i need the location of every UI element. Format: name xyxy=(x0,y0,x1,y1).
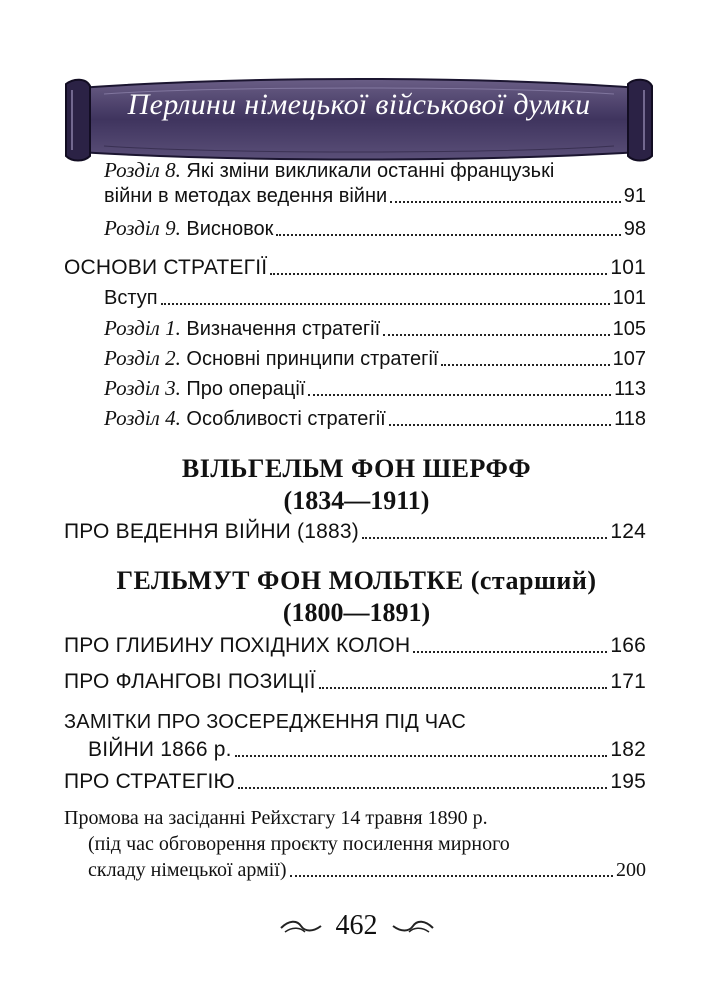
chapter-prefix: Розділ 1. xyxy=(104,316,181,340)
entry-text: Основні принципи стратегії xyxy=(180,348,439,370)
page-number: 195 xyxy=(610,770,646,793)
page-number: 200 xyxy=(616,859,646,881)
author-years-moltke: (1800—1891) xyxy=(282,598,431,627)
leader-dots xyxy=(390,201,621,203)
chapter-prefix: Розділ 9. xyxy=(104,216,181,240)
leader-dots xyxy=(235,755,608,757)
page-number: 462 xyxy=(335,910,378,941)
entry-text: Вступ xyxy=(104,287,158,309)
page-number: 113 xyxy=(614,378,646,400)
toc-entry-speech[interactable] xyxy=(88,858,646,882)
page-number: 171 xyxy=(610,670,646,693)
entry-text: ПРО ВЕДЕННЯ ВІЙНИ (1883) xyxy=(64,520,359,543)
chapter-prefix: Розділ 4. xyxy=(104,406,181,430)
entry-text: Особливості стратегії xyxy=(180,408,386,430)
leader-dots xyxy=(383,334,609,336)
author-name-suffix: (старший) xyxy=(463,566,597,595)
author-years-scherff: (1834—1911) xyxy=(283,486,430,515)
page-number: 124 xyxy=(610,520,646,543)
toc-entry-chapter3[interactable] xyxy=(104,376,646,401)
page-number: 98 xyxy=(623,218,646,240)
toc-entry-osnovy-strategii[interactable] xyxy=(64,256,646,280)
entry-text: Які зміни викликали останні французькі xyxy=(180,160,555,182)
toc-entry-chapter4[interactable] xyxy=(104,406,646,431)
entry-text: Висновок xyxy=(180,218,274,240)
toc-entry-pro-flanhovi[interactable] xyxy=(64,670,646,694)
chapter-prefix: Розділ 8. xyxy=(104,158,181,182)
toc-entry-chapter8[interactable] xyxy=(104,184,646,208)
leader-dots xyxy=(161,303,610,305)
chapter-prefix: Розділ 3. xyxy=(104,376,181,400)
page-number: 107 xyxy=(612,348,646,370)
author-heading-scherff: ВІЛЬГЕЛЬМ ФОН ШЕРФФ xyxy=(181,454,532,483)
toc-entry-vstup[interactable] xyxy=(104,286,646,310)
toc-entry-zamitky[interactable] xyxy=(88,738,646,762)
toc-entry-pro-hlybynu[interactable] xyxy=(64,634,646,658)
page-number: 101 xyxy=(612,287,646,309)
page-number: 105 xyxy=(612,318,646,340)
leader-dots xyxy=(238,787,607,789)
toc-entry-chapter8-line1 xyxy=(104,158,554,183)
leader-dots xyxy=(413,651,607,653)
entry-text: ПРО СТРАТЕГІЮ xyxy=(64,770,235,793)
left-ornament-icon xyxy=(279,912,323,944)
right-ornament-icon xyxy=(391,912,435,944)
entry-text: Визначення стратегії xyxy=(180,318,381,340)
leader-dots xyxy=(389,424,611,426)
toc-entry-zamitky-line1: ЗАМІТКИ ПРО ЗОСЕРЕДЖЕННЯ ПІД ЧАС xyxy=(64,711,467,733)
page-number: 101 xyxy=(610,256,646,279)
toc-entry-speech-line2: (під час обговорення проєкту посилення мирного xyxy=(88,833,510,855)
leader-dots xyxy=(290,875,613,877)
leader-dots xyxy=(276,234,620,236)
toc-entry-speech-line1: Промова на засіданні Рейхстагу 14 травня 1890 р. xyxy=(64,807,488,829)
entry-text: ПРО ГЛИБИНУ ПОХІДНИХ КОЛОН xyxy=(64,634,411,657)
toc-entry-chapter2[interactable] xyxy=(104,346,646,371)
toc-entry-pro-vedennia-viiny[interactable] xyxy=(64,520,646,544)
leader-dots xyxy=(362,537,607,539)
entry-text: ВІЙНИ 1866 р. xyxy=(88,738,232,761)
leader-dots xyxy=(270,273,607,275)
entry-text: війни в методах ведення війни xyxy=(104,185,388,207)
author-heading-moltke xyxy=(0,566,713,596)
page-number: 91 xyxy=(623,185,646,207)
entry-text: ПРО ФЛАНГОВІ ПОЗИЦІЇ xyxy=(64,670,316,693)
page-number: 166 xyxy=(610,634,646,657)
banner-title: Перлини німецької військової думки xyxy=(127,88,591,121)
toc-entry-pro-stratehiiu[interactable] xyxy=(64,770,646,794)
toc-entry-chapter9[interactable] xyxy=(104,216,646,241)
page-number: 182 xyxy=(610,738,646,761)
page-number: 118 xyxy=(614,408,646,430)
leader-dots xyxy=(319,687,608,689)
entry-text: ОСНОВИ СТРАТЕГІЇ xyxy=(64,256,268,279)
chapter-prefix: Розділ 2. xyxy=(104,346,181,370)
leader-dots xyxy=(308,394,611,396)
leader-dots xyxy=(441,364,609,366)
entry-text: складу німецької армії) xyxy=(88,859,287,881)
entry-text: Про операції xyxy=(180,378,306,400)
header-banner xyxy=(64,70,654,166)
page-number-footer xyxy=(0,910,713,944)
author-name: ГЕЛЬМУТ ФОН МОЛЬТКЕ xyxy=(116,566,464,595)
toc-entry-chapter1[interactable] xyxy=(104,316,646,341)
